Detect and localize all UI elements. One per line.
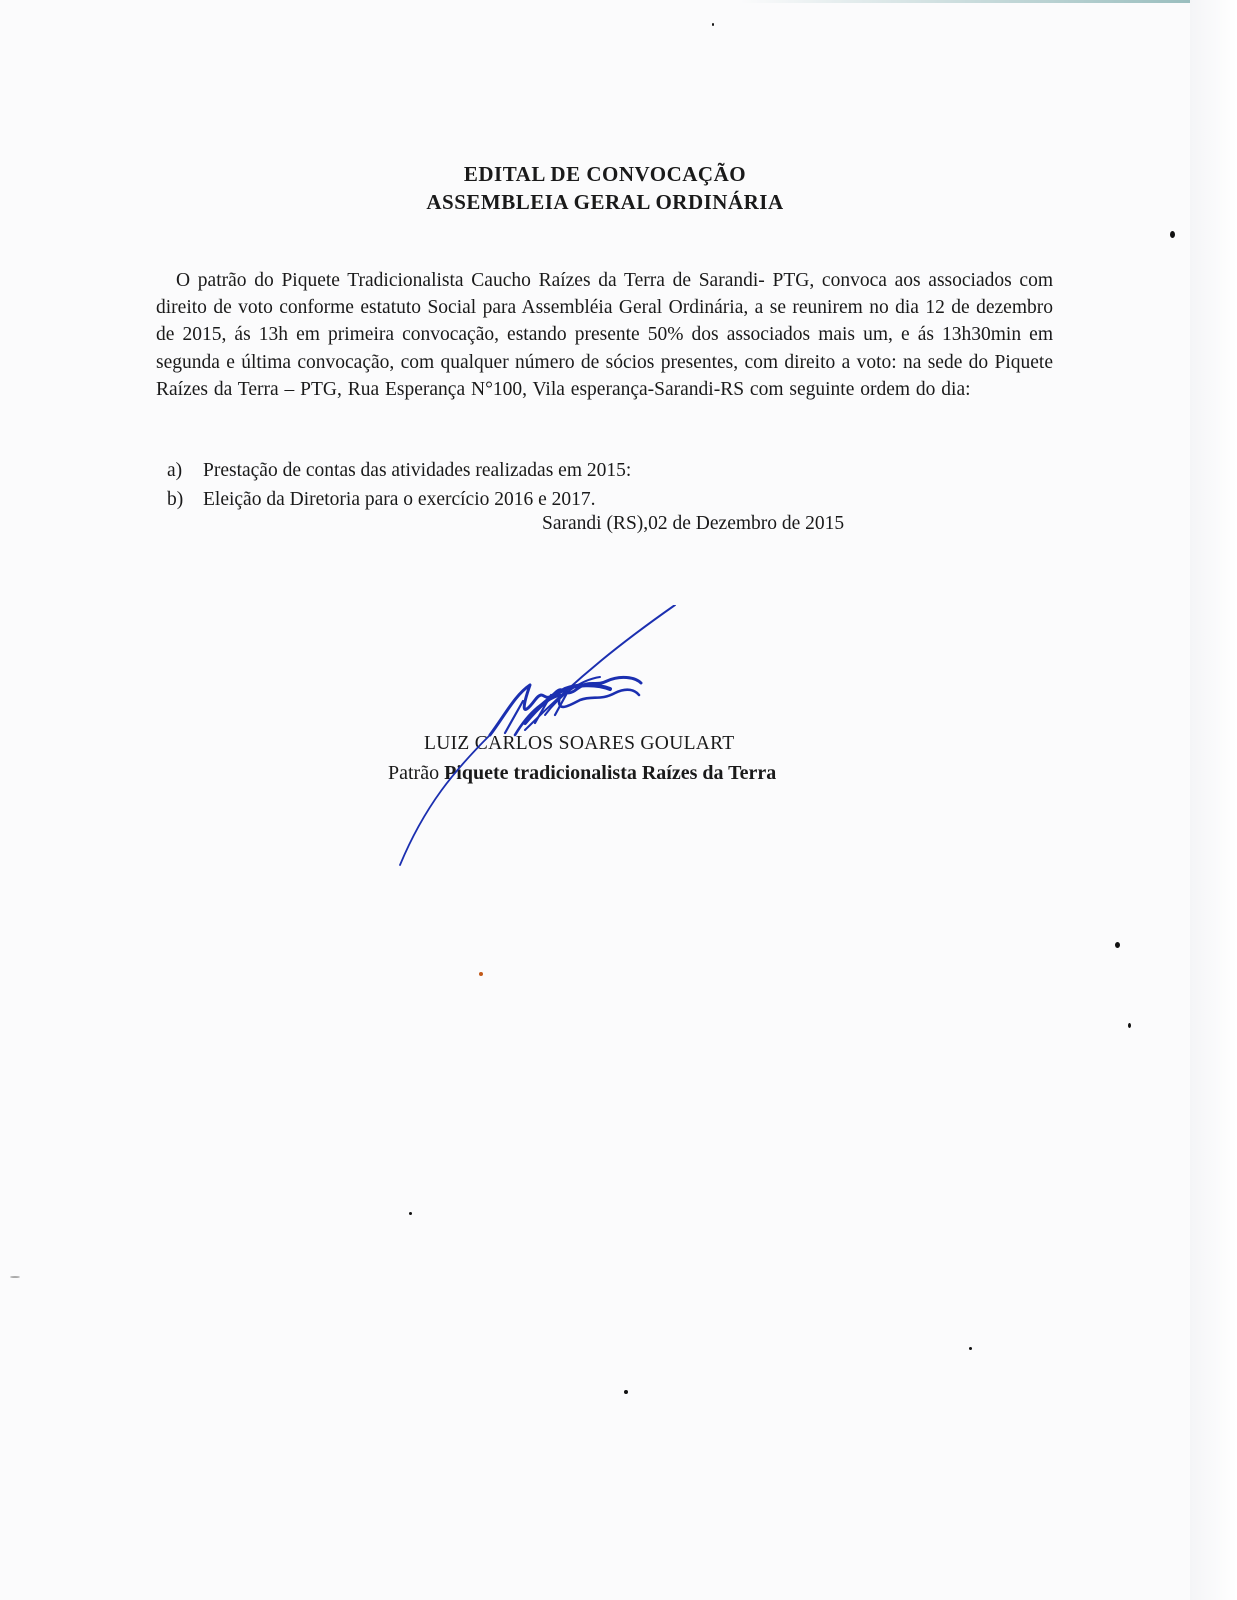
agenda-item-text: Eleição da Diretoria para o exercício 2016 e 2017. bbox=[203, 489, 596, 510]
page-edge-shadow bbox=[1190, 0, 1237, 1600]
scan-speck bbox=[409, 1212, 412, 1215]
signature-strokes bbox=[400, 605, 675, 865]
handwritten-signature bbox=[395, 605, 695, 885]
scan-top-edge bbox=[740, 0, 1190, 3]
document-title: EDITAL DE CONVOCAÇÃO bbox=[463, 162, 747, 186]
scan-speck bbox=[1128, 1023, 1131, 1028]
scan-speck bbox=[712, 23, 714, 26]
scan-speck bbox=[10, 1276, 20, 1278]
signer-role-title: Patrão bbox=[388, 762, 440, 784]
convocation-paragraph: O patrão do Piquete Tradicionalista Caucho Raízes da Terra de Sarandi- PTG, convoca aos associados com direito de voto conforme estatuto Social para Assembléia Geral Ordinária, a se reunirem no dia 12 de dezembro de 2015, ás 13h em primeira convocação, estando presente 50% dos associados mais um, e ás 13h30min em segunda e última convocação, com qualquer número de sócios presentes, com direito a voto: na sede do Piquete Raízes da Terra – PTG, Rua Esperança N°100, Vila esperança-Sarandi-RS com seguinte ordem do dia: bbox=[156, 270, 1053, 400]
agenda-item-text: Prestação de contas das atividades realizadas em 2015: bbox=[203, 460, 632, 481]
scan-speck bbox=[969, 1347, 972, 1350]
place-and-date: Sarandi (RS),02 de Dezembro de 2015 bbox=[542, 513, 845, 534]
scan-speck bbox=[1170, 231, 1175, 238]
agenda-item-marker: b) bbox=[167, 489, 184, 510]
signer-name: LUIZ CARLOS SOARES GOULART bbox=[424, 733, 735, 754]
signer-organization: Piquete tradicionalista Raízes da Terra bbox=[444, 762, 777, 784]
scan-speck bbox=[479, 972, 483, 976]
agenda-item-marker: a) bbox=[167, 460, 183, 481]
document-subtitle: ASSEMBLEIA GERAL ORDINÁRIA bbox=[426, 190, 784, 214]
scan-speck bbox=[624, 1390, 628, 1394]
agenda-item-b bbox=[167, 486, 596, 513]
agenda-item-a bbox=[167, 457, 631, 484]
scan-speck bbox=[1115, 942, 1120, 948]
